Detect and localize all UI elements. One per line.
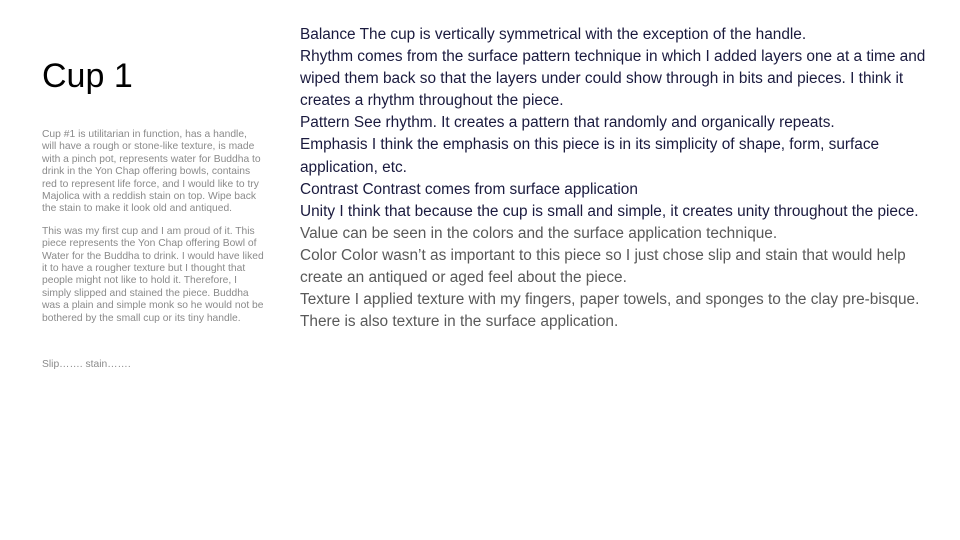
principle-emphasis: Emphasis I think the emphasis on this piece is in its simplicity of shape, form, surface application, etc. <box>300 136 880 176</box>
principle-unity: Unity I think that because the cup is small and simple, it creates unity throughout the piece. <box>300 202 919 220</box>
principle-balance: Balance The cup is vertically symmetrical with the exception of the handle. <box>300 26 807 43</box>
principle-pattern: Pattern See rhythm. It creates a pattern that randomly and organically repeats. <box>300 114 835 132</box>
element-color: Color Color wasn’t as important to this piece so I just chose slip and stain that would help create an antiqued or aged feel about the piece. <box>300 246 906 287</box>
element-texture: Texture I applied texture with my fingers, paper towels, and sponges to the clay pre-bisque. There is also texture in the surface application. <box>300 291 920 331</box>
slide-title: Cup 1 <box>42 57 133 95</box>
principle-rhythm: Rhythm comes from the surface pattern technique in which I added layers one at a time and wiped them back so that the layers under could show through in bits and pieces. I think it creates a rhythm throughout the piece. <box>300 48 926 110</box>
notes-paragraph-description: Cup #1 is utilitarian in function, has a handle, will have a rough or stone-like texture, is made with a pinch pot, represents water for Buddha to drink in the Yon Chap offering bowls, contains red to represent life force, and I would like to try Majolica with a reddish stain on top. Wipe back the stain to make it look old and antiqued. <box>42 129 261 215</box>
element-value: Value can be seen in the colors and the surface application technique. <box>300 224 778 242</box>
notes-paragraph-slip: Slip……. stain……. <box>42 359 131 371</box>
principle-contrast: Contrast Contrast comes from surface application <box>300 180 638 198</box>
notes-column <box>42 129 264 382</box>
analysis-text <box>300 24 930 333</box>
notes-paragraph-reflection: This was my first cup and I am proud of it. This piece represents the Yon Chap offering Bowl of Water for the Buddha to drink. I would have liked it to have a rougher texture but I thought that people might not like to hold it. Therefore, I simply slipped and stained the piece. Buddha was a plain and simple monk so he would not be bothered by the small cup or its tiny handle. <box>42 225 264 324</box>
